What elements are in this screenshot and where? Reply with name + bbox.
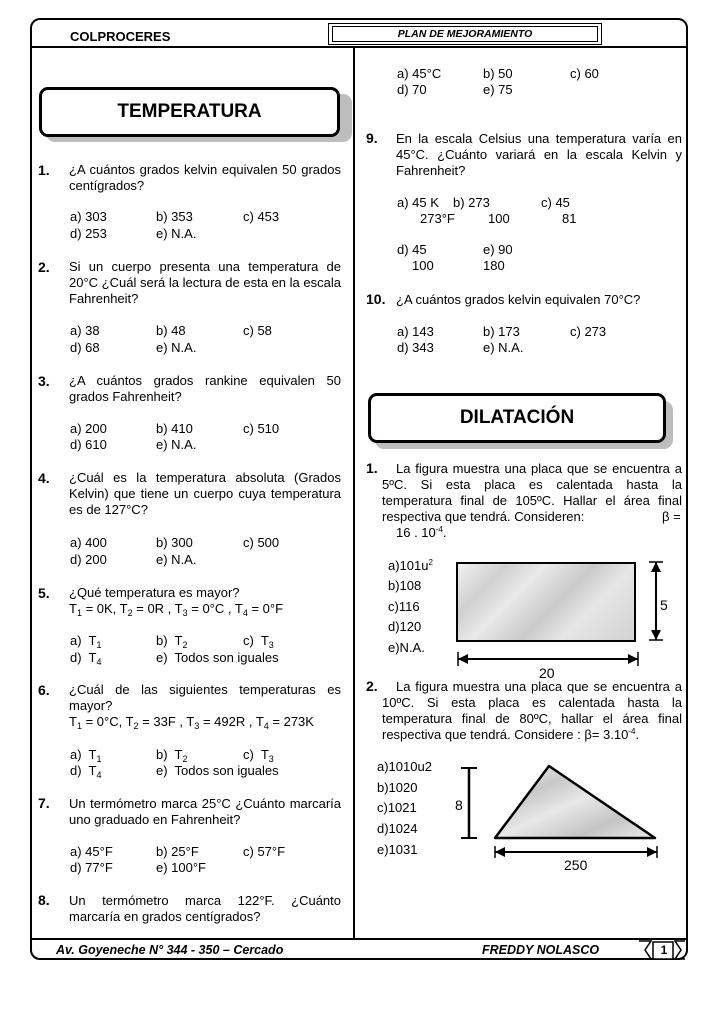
option: a) 45°F <box>70 844 113 859</box>
question-text: ¿A cuántos grados rankine equivalen 50 grados Fahrenheit? <box>69 373 341 404</box>
option: c) 273 <box>570 324 607 339</box>
option: 100 <box>412 258 434 273</box>
option: c)116 <box>388 599 420 614</box>
question-text: La figura muestra una placa que se encuentra a 10ºC. Si esta placa es calentada hasta la temperatura final de 80ºC, hallar el área final respectiva que tendrá. Considere : $\beta= 3.10^{-4}$. <box>382 679 682 742</box>
option: c) $T_3$ <box>243 747 274 764</box>
option: b) $T_2$ <box>156 633 188 650</box>
option: 273°F <box>420 211 455 226</box>
option: e) N.A. <box>156 437 197 452</box>
question-number: 5. <box>38 585 50 601</box>
option: e) Todos son iguales <box>156 650 279 665</box>
question-text: Un termómetro marca 122°F. ¿Cuánto marcaría en grados centígrados? <box>69 893 341 924</box>
question-text: La figura muestra una placa que se encuentra a 5ºC. Si esta placa es calentada hasta la temperatura final de 105ºC. Hallar el área final respectiva que tendrá. Consideren: <box>382 461 682 524</box>
option: a)1010u2 <box>377 759 432 774</box>
option: e) 75 <box>483 82 513 97</box>
question-text: ¿Cuál es la temperatura absoluta (Grados Kelvin) que tiene un cuerpo cuya temperatura es de 127°C? <box>69 470 341 517</box>
question-number: 2. <box>38 259 50 275</box>
option: $a)101u^2$ <box>388 558 433 573</box>
option: e) 100°F <box>156 860 207 875</box>
option: b)1020 <box>377 780 418 795</box>
beta-value: 16 . $10^{-4}$. <box>396 525 447 540</box>
option: c) 57°F <box>243 844 286 859</box>
page-number: 1 <box>660 943 668 957</box>
question-number: 9. <box>366 130 378 146</box>
option: d) 200 <box>70 552 107 567</box>
question-text: ¿Cuál de las siguientes temperaturas es mayor? <box>69 682 341 713</box>
question-number: 1. <box>38 162 50 178</box>
option: b) 273 <box>453 195 490 210</box>
option: a) 38 <box>70 323 100 338</box>
rect-width-label: 20 <box>539 665 555 681</box>
option: d) 70 <box>397 82 427 97</box>
option: d) 610 <box>70 437 107 452</box>
option: b) 50 <box>483 66 513 81</box>
option: d) 253 <box>70 226 107 241</box>
question-text: ¿Qué temperatura es mayor? <box>69 585 240 600</box>
option: a) $T_1$ <box>70 633 102 650</box>
question-number: 1. <box>366 460 378 476</box>
option: c) 45 <box>541 195 570 210</box>
option: b) $T_2$ <box>156 747 188 764</box>
option: b) 410 <box>156 421 193 436</box>
beta-label: β = <box>662 509 681 524</box>
option: b) 25°F <box>156 844 199 859</box>
footer-divider <box>30 938 688 940</box>
rectangle-dimension-arrows <box>450 556 680 672</box>
question-number: 8. <box>38 892 50 908</box>
question-text: ¿A cuántos grados kelvin equivalen 50 grados centígrados? <box>69 162 341 193</box>
option: e) N.A. <box>156 340 197 355</box>
plan-title: PLAN DE MEJORAMIENTO <box>332 26 598 42</box>
option: d) $T_4$ <box>70 763 102 780</box>
option: c)1021 <box>377 800 417 815</box>
option: e)1031 <box>377 842 418 857</box>
column-divider <box>353 46 355 938</box>
question-text: En la escala Celsius una temperatura varía en 45°C. ¿Cuánto variará en la escala Kelvin y Fahrenheit? <box>396 131 682 178</box>
option: a) 45°C <box>397 66 442 81</box>
option: b) 48 <box>156 323 186 338</box>
option: e) N.A. <box>156 552 197 567</box>
option: a) 200 <box>70 421 107 436</box>
question-condition: $T_1 = 0^\circ C$, $T_2 = 33F$ , $T_3 = 492R$ , $T_4 = 273K$ <box>69 714 314 731</box>
option: b) 173 <box>483 324 520 339</box>
option: 100 <box>488 211 510 226</box>
option: c) 510 <box>243 421 280 436</box>
option: d)1024 <box>377 821 418 836</box>
option: c) 453 <box>243 209 280 224</box>
option: d)120 <box>388 619 422 634</box>
section-title-temperatura: TEMPERATURA <box>39 87 340 137</box>
option: c) 500 <box>243 535 280 550</box>
footer-author: FREDDY NOLASCO <box>482 943 600 957</box>
triangle-height-label: 8 <box>455 797 463 813</box>
option: a) 400 <box>70 535 107 550</box>
option: d) 68 <box>70 340 100 355</box>
option: e) N.A. <box>483 340 524 355</box>
option: a) 303 <box>70 209 107 224</box>
option: b) 300 <box>156 535 193 550</box>
question-number: 3. <box>38 373 50 389</box>
school-name: COLPROCERES <box>70 29 171 44</box>
question-number: 7. <box>38 795 50 811</box>
footer-address: Av. Goyeneche N° 344 - 350 – Cercado <box>56 943 284 957</box>
option: a) 143 <box>397 324 434 339</box>
triangle-base-label: 250 <box>564 857 588 873</box>
option: e) Todos son iguales <box>156 763 279 778</box>
question-number: 2. <box>366 678 378 694</box>
section-title-dilatacion: DILATACIÓN <box>368 393 666 443</box>
option: c) 60 <box>570 66 599 81</box>
option: d) 45 <box>397 242 427 257</box>
rect-height-label: 5 <box>660 597 668 613</box>
option: b)108 <box>388 578 422 593</box>
question-number: 4. <box>38 470 50 486</box>
option: b) 353 <box>156 209 193 224</box>
option: a) 45 K <box>397 195 439 210</box>
question-number: 6. <box>38 682 50 698</box>
option: c) 58 <box>243 323 272 338</box>
question-text: Si un cuerpo presenta una temperatura de 20°C ¿Cuál será la lectura de esta en la escala Fahrenheit? <box>69 259 341 306</box>
option: 81 <box>562 211 577 226</box>
option: d) 77°F <box>70 860 113 875</box>
option: 180 <box>483 258 505 273</box>
option: d) $T_4$ <box>70 650 102 667</box>
option: e) 90 <box>483 242 513 257</box>
question-number: 10. <box>366 291 386 307</box>
question-text: ¿A cuántos grados kelvin equivalen 70°C? <box>396 292 641 307</box>
option: a) $T_1$ <box>70 747 102 764</box>
option: c) $T_3$ <box>243 633 274 650</box>
option: e) N.A. <box>156 226 197 241</box>
header-divider <box>30 46 688 48</box>
option: e)N.A. <box>388 640 425 655</box>
question-condition: $T_1 = 0K$, $T_2 = 0R$ , $T_3 = 0^\circ C$ , $T_4 = 0^\circ F$ <box>69 601 284 618</box>
option: d) 343 <box>397 340 434 355</box>
triangular-plate <box>455 760 670 860</box>
question-text: Un termómetro marca 25°C ¿Cuánto marcaría uno graduado en Fahrenheit? <box>69 796 341 827</box>
